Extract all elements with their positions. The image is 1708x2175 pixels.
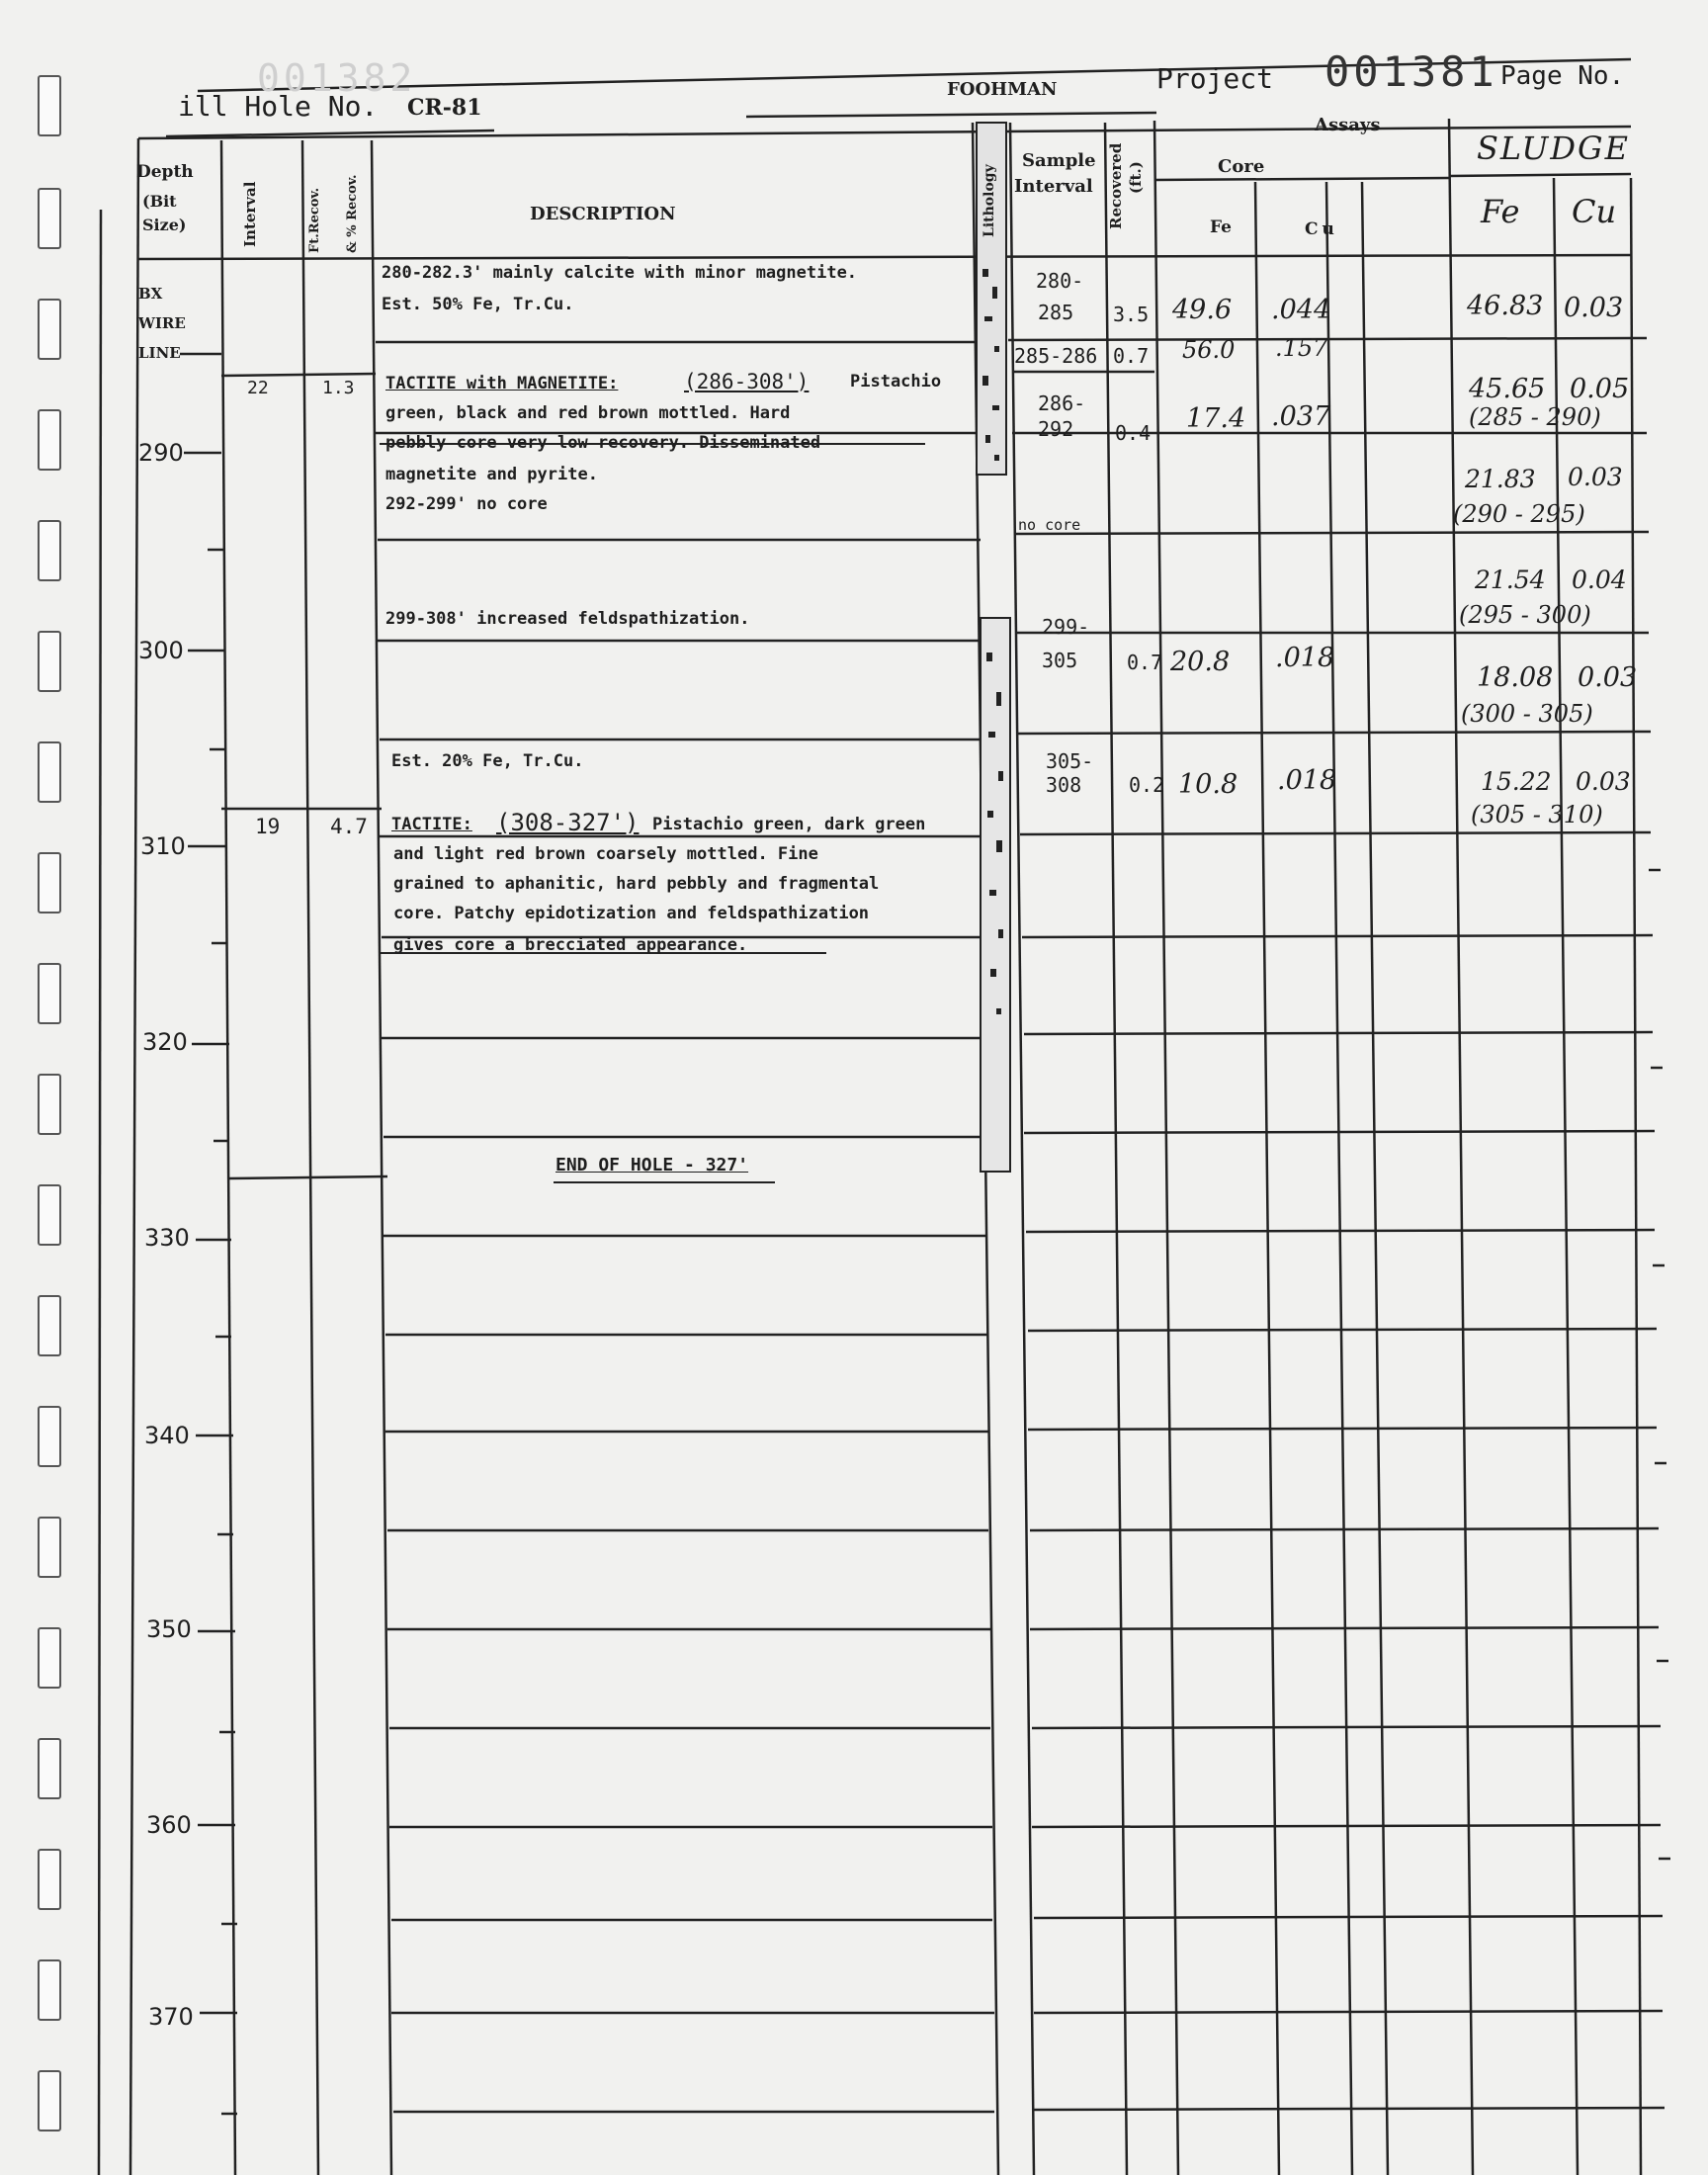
desc-line: Pistachio (850, 372, 942, 392)
desc-line: 292-299' no core (385, 494, 548, 514)
hole-number: CR-81 (407, 95, 482, 121)
desc-line: magnetite and pyrite. (385, 465, 598, 484)
sample-cu: .018 (1277, 765, 1337, 796)
col-core-cu: Cu (1305, 219, 1338, 239)
sample-interval: 285-286 (1014, 344, 1098, 368)
depth-tick-label: 370 (148, 2003, 194, 2031)
col-pct-recov: & % Recov. (345, 174, 360, 253)
desc-unit-range: (286-308') (684, 370, 810, 393)
sample-no-core: no core (1018, 516, 1081, 534)
ghost-number: 001382 (257, 56, 417, 100)
col-sample-2: Interval (1014, 176, 1093, 197)
depth-tick-label: 360 (146, 1811, 192, 1839)
depth-tick-label: 290 (138, 439, 184, 467)
depth-tick-label: 310 (140, 832, 186, 860)
sample-recovered: 3.5 (1113, 303, 1150, 326)
desc-line: Est. 50% Fe, Tr.Cu. (382, 295, 574, 314)
sludge-cu: 0.03 (1568, 463, 1623, 491)
desc-line: grained to aphanitic, hard pebbly and fragmental (393, 874, 880, 894)
sample-fe: 10.8 (1178, 769, 1238, 800)
sludge-cu: 0.03 (1576, 767, 1631, 796)
sample-interval: 280- (1036, 269, 1084, 293)
col-ft-recov: Ft.Recov. (307, 187, 322, 253)
sample-recovered: 0.2 (1129, 773, 1165, 797)
depth-tick-label: 330 (144, 1224, 190, 1252)
sludge-cu: 0.04 (1572, 566, 1627, 594)
depth-tick-label: 320 (142, 1028, 188, 1056)
sample-fe: 20.8 (1170, 647, 1231, 677)
project-label: Project (1156, 62, 1274, 95)
col-core: Core (1218, 156, 1265, 177)
project-number: 001381 (1324, 47, 1498, 96)
sample-cu: .044 (1271, 295, 1331, 325)
recovery-value: 1.3 (322, 378, 355, 398)
sample-interval: 305- (1046, 749, 1094, 773)
col-interval: Interval (241, 181, 259, 247)
col-sludge: SLUDGE (1477, 130, 1630, 167)
interval-value: 19 (255, 815, 281, 838)
sample-fe: 17.4 (1186, 403, 1246, 434)
bit-size-line: BX (138, 285, 163, 303)
desc-unit-title: TACTITE: (391, 815, 472, 834)
sludge-cu: 0.03 (1564, 293, 1624, 323)
sludge-fe: 21.83 (1465, 465, 1536, 493)
desc-line: 280-282.3' mainly calcite with minor magnetite. (382, 263, 858, 283)
col-sample-1: Sample (1022, 150, 1096, 171)
depth-tick-label: 340 (144, 1422, 190, 1449)
col-recovered: Recovered (1107, 142, 1125, 229)
sample-cu: .157 (1275, 334, 1328, 362)
property-name: FOOHMAN (947, 79, 1058, 100)
hole-label: ill Hole No. (178, 90, 379, 123)
desc-line: 299-308' increased feldspathization. (385, 609, 750, 629)
page-label: Page No. (1500, 61, 1625, 91)
desc-line: gives core a brecciated appearance. (393, 935, 748, 955)
sludge-range: (290 - 295) (1453, 500, 1585, 528)
sludge-fe: 18.08 (1477, 662, 1554, 693)
interval-value: 22 (247, 378, 269, 398)
sludge-fe: 45.65 (1469, 374, 1546, 404)
sludge-fe: 15.22 (1481, 767, 1552, 796)
sample-interval: 286- (1038, 392, 1086, 415)
sludge-range: (305 - 310) (1471, 801, 1603, 828)
bit-size-line: WIRE (138, 314, 186, 332)
sample-recovered: 0.4 (1115, 421, 1152, 445)
sludge-range: (300 - 305) (1461, 700, 1593, 728)
col-assays: Assays (1315, 115, 1381, 135)
desc-line: core. Patchy epidotization and feldspathization (393, 904, 870, 923)
col-lithology: Lithology (982, 164, 997, 237)
sludge-fe: 21.54 (1475, 566, 1546, 594)
col-core-fe: Fe (1210, 218, 1232, 237)
sample-recovered: 0.7 (1127, 651, 1163, 674)
sample-fe: 49.6 (1172, 295, 1233, 325)
sample-interval: 305 (1042, 649, 1078, 672)
sample-cu: .018 (1275, 643, 1335, 673)
depth-tick-label: 300 (138, 637, 184, 664)
col-depth: Depth (136, 162, 194, 182)
col-sludge-cu: Cu (1572, 193, 1617, 230)
sample-recovered: 0.7 (1113, 344, 1150, 368)
desc-line: pebbly core very low recovery. Disseminated (385, 433, 821, 453)
col-sludge-fe: Fe (1481, 193, 1520, 230)
desc-line: and light red brown coarsely mottled. Fine (393, 844, 818, 864)
sludge-range: (285 - 290) (1469, 403, 1601, 431)
sample-fe: 56.0 (1182, 336, 1236, 364)
sample-interval: 308 (1046, 773, 1082, 797)
desc-line: Pistachio green, dark green (652, 815, 926, 834)
depth-tick-label: 350 (146, 1615, 192, 1643)
sample-cu: .037 (1271, 401, 1331, 432)
sludge-cu: 0.05 (1570, 374, 1630, 404)
end-of-hole: END OF HOLE - 327' (555, 1155, 749, 1175)
col-description: DESCRIPTION (530, 204, 676, 224)
bit-size-line: LINE (138, 344, 181, 362)
sample-interval: 292 (1038, 417, 1074, 441)
sample-interval: 285 (1038, 301, 1074, 324)
sludge-cu: 0.03 (1578, 662, 1638, 693)
col-bit-size: (Bit Size) (142, 192, 187, 234)
sample-interval: 299- (1042, 615, 1090, 639)
recovery-value: 4.7 (330, 815, 368, 838)
col-recovered-unit: (ft.) (1127, 161, 1145, 194)
desc-line: green, black and red brown mottled. Hard (385, 403, 791, 423)
desc-unit-range: (308-327') (496, 809, 640, 836)
desc-line: Est. 20% Fe, Tr.Cu. (391, 751, 584, 771)
sludge-range: (295 - 300) (1459, 601, 1591, 629)
desc-unit-title: TACTITE with MAGNETITE: (385, 374, 619, 393)
sludge-fe: 46.83 (1467, 291, 1544, 321)
